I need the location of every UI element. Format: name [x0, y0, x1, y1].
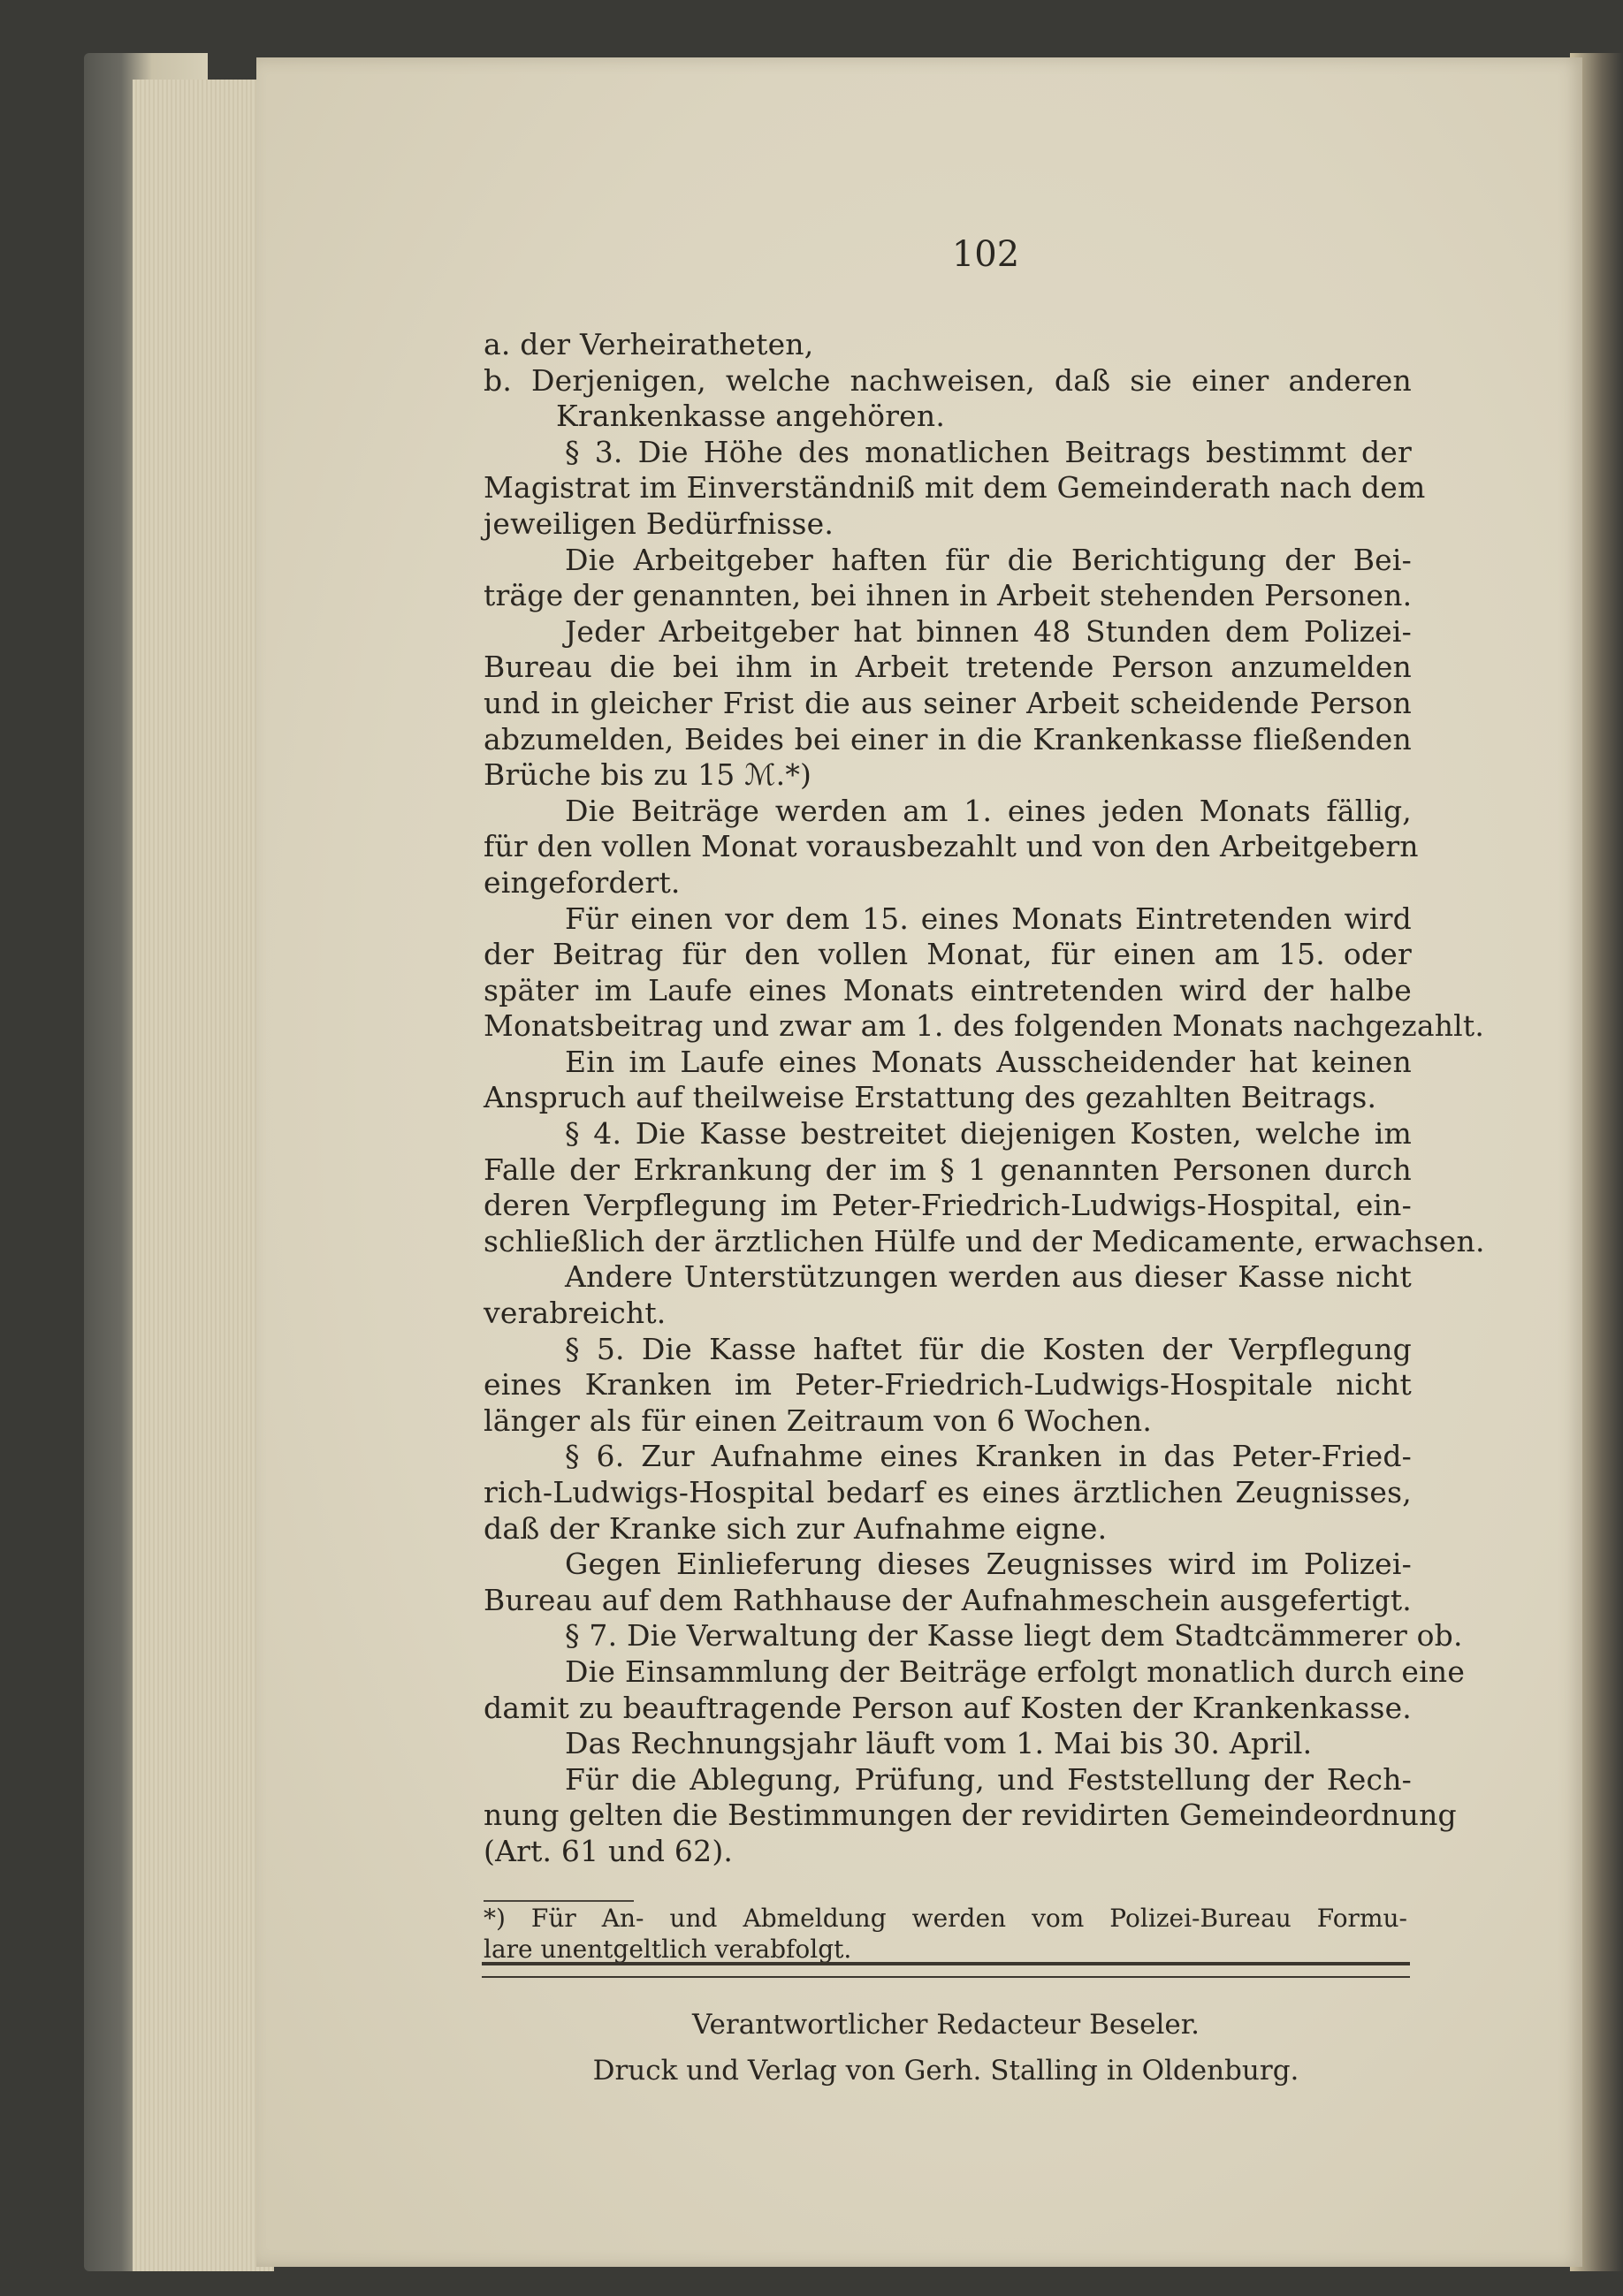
text-line: Die Beiträge werden am 1. eines jeden Monats fällig, — [565, 793, 1412, 828]
text-line: später im Laufe eines Monats eintretenden wird der halbe — [484, 972, 1412, 1007]
text-line: § 3. Die Höhe des monatlichen Beitrags bestimmt der — [565, 434, 1412, 469]
page-number: 102 — [951, 234, 1020, 275]
text-line: § 7. Die Verwaltung der Kasse liegt dem Stadtcämmerer ob. — [565, 1618, 1463, 1654]
text-line: § 4. Die Kasse bestreitet diejenigen Kosten, welche im — [565, 1116, 1412, 1152]
text-line: Gegen Einlieferung dieses Zeugnisses wird im Polizei- — [565, 1547, 1412, 1582]
text-line: der Beitrag für den vollen Monat, für einen am 15. oder — [484, 937, 1412, 972]
text-line: deren Verpflegung im Peter-Friedrich-Ludwigs-Hospital, ein- — [484, 1188, 1412, 1223]
text-line: Das Rechnungsjahr läuft vom 1. Mai bis 30. April. — [565, 1726, 1313, 1761]
text-line: Ein im Laufe eines Monats Ausscheidender hat keinen — [565, 1044, 1412, 1079]
text-line: eingefordert. — [484, 864, 681, 900]
text-line: und in gleicher Frist die aus seiner Arbeit scheidende Person — [484, 685, 1412, 720]
text-line: § 6. Zur Aufnahme eines Kranken in das Peter-Fried- — [565, 1439, 1412, 1474]
text-line: Magistrat im Einverständniß mit dem Gemeinderath nach dem — [484, 470, 1426, 506]
text-line: Anspruch auf theilweise Erstattung des gezahlten Beitrags. — [484, 1080, 1377, 1115]
closing-double-rule — [482, 1962, 1410, 1978]
text-line: Monatsbeitrag und zwar am 1. des folgenden Monats nachgezahlt. — [484, 1008, 1485, 1044]
text-line: (Art. 61 und 62). — [484, 1833, 734, 1868]
text-line: § 5. Die Kasse haftet für die Kosten der Verpflegung — [565, 1331, 1412, 1366]
text-line: b. Derjenigen, welche nachweisen, daß sie einer anderen — [484, 362, 1412, 398]
text-line: Krankenkasse angehören. — [556, 399, 946, 434]
text-line: Für die Ablegung, Prüfung, und Feststellung der Rech- — [565, 1761, 1412, 1797]
text-line: jeweiligen Bedürfnisse. — [484, 506, 834, 541]
text-line: nung gelten die Bestimmungen der revidirten Gemeindeordnung — [484, 1798, 1457, 1833]
text-line: Die Einsammlung der Beiträge erfolgt monatlich durch eine — [565, 1654, 1466, 1689]
text-line: länger als für einen Zeitraum von 6 Wochen. — [484, 1403, 1153, 1438]
footnote-line: lare unentgeltlich verabfolgt. — [484, 1935, 852, 1964]
body-text — [484, 327, 1485, 1870]
imprint-editor: Verantwortlicher Redacteur Beseler. — [692, 2009, 1200, 2041]
text-line: Für einen vor dem 15. eines Monats Eintretenden wird — [565, 901, 1412, 936]
imprint — [482, 2002, 1410, 2094]
text-line: Falle der Erkrankung der im § 1 genannten Personen durch — [484, 1152, 1412, 1187]
imprint-printer: Druck und Verlag von Gerh. Stalling in Oldenburg. — [592, 2055, 1299, 2087]
footnote-rule — [484, 1900, 634, 1902]
text-line: träge der genannten, bei ihnen in Arbeit stehenden Personen. — [484, 578, 1413, 613]
text-line: verabreicht. — [484, 1296, 667, 1331]
text-line: für den vollen Monat vorausbezahlt und von den Arbeitgebern — [484, 829, 1419, 864]
text-line: daß der Kranke sich zur Aufnahme eigne. — [484, 1510, 1108, 1546]
text-line: schließlich der ärztlichen Hülfe und der Medicamente, erwachsen. — [484, 1223, 1485, 1258]
text-line: a. der Verheiratheten, — [484, 327, 814, 361]
page-stack — [133, 80, 274, 2271]
footnote-line: *) Für An- und Abmeldung werden vom Polizei-Bureau Formu- — [484, 1904, 1407, 1933]
text-line: eines Kranken im Peter-Friedrich-Ludwigs-Hospitale nicht — [484, 1367, 1412, 1403]
text-line: Bureau auf dem Rathhause der Aufnahmeschein ausgefertigt. — [484, 1582, 1412, 1617]
text-line: Brüche bis zu 15 ℳ.*) — [484, 757, 812, 793]
text-line: Andere Unterstützungen werden aus dieser Kasse nicht — [565, 1259, 1412, 1295]
text-line: rich-Ludwigs-Hospital bedarf es eines ärztlichen Zeugnisses, — [484, 1475, 1412, 1509]
footnote — [484, 1903, 1407, 1965]
text-line: Jeder Arbeitgeber hat binnen 48 Stunden dem Polizei- — [565, 613, 1412, 649]
text-line: abzumelden, Beides bei einer in die Krankenkasse fließenden — [484, 721, 1412, 756]
text-line: damit zu beauftragende Person auf Kosten der Krankenkasse. — [484, 1690, 1412, 1725]
text-line: Die Arbeitgeber haften für die Berichtigung der Bei- — [565, 542, 1412, 577]
text-line: Bureau die bei ihm in Arbeit tretende Person anzumelden — [484, 650, 1412, 685]
